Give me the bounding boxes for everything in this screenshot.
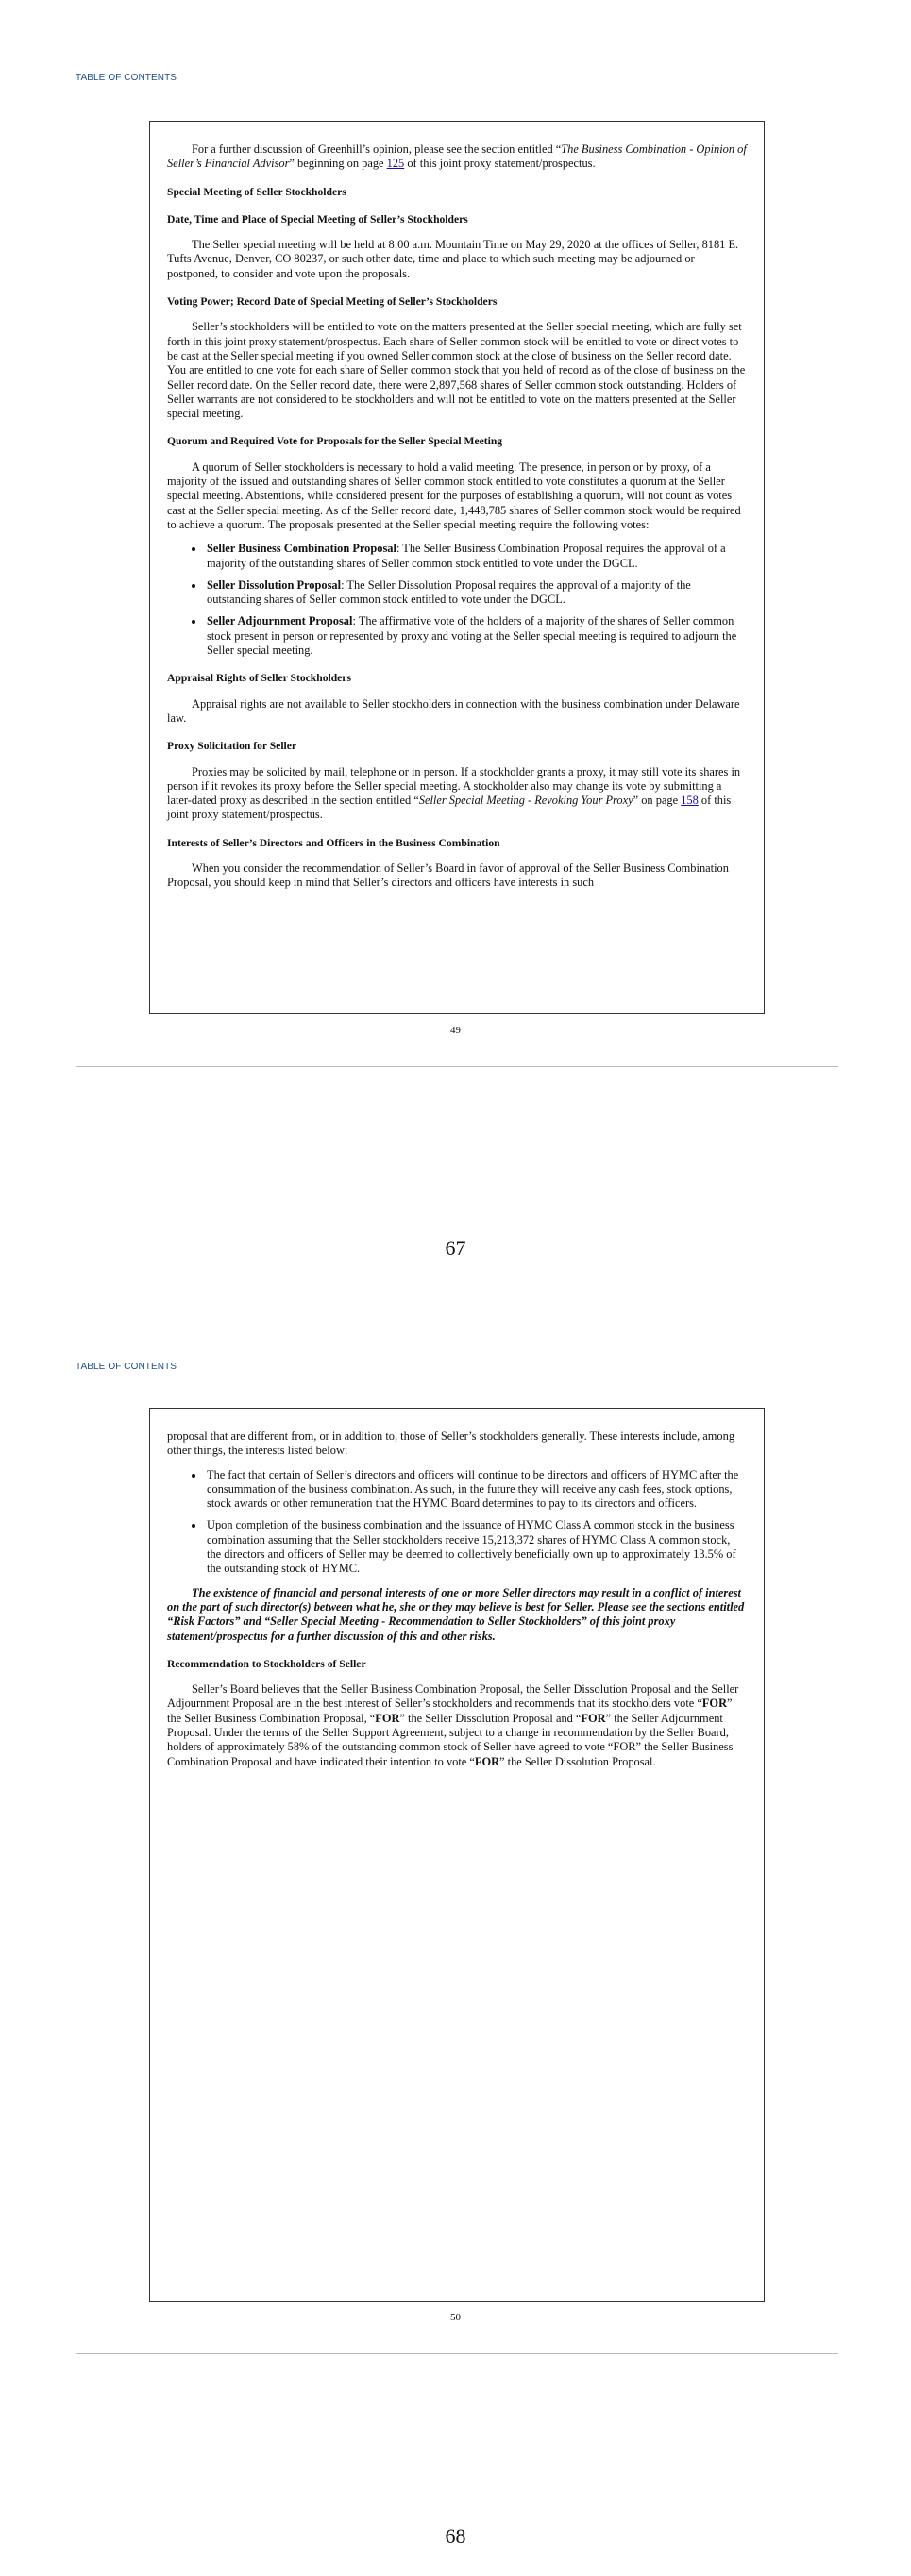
quorum-paragraph: A quorum of Seller stockholders is necessary to hold a valid meeting. The presence, in person or by proxy, of a majority of the issued and outstanding shares of Seller common stock entitled to vote constitutes a quorum at the Seller special meeting. Abstentions, while considered present for the purposes of establishing a quorum, will not count as votes cast at the Seller special meeting. As of the Seller record date, 1,448,785 shares of Seller common stock would be required to achieve a quorum. The proposals presented at the Seller special meeting require the following votes:: [167, 460, 741, 531]
required-votes-list: [167, 542, 747, 658]
table-of-contents-link[interactable]: TABLE OF CONTENTS: [76, 1362, 177, 1372]
recommendation-paragraph: Seller’s Board believes that the Seller Business Combination Proposal, the Seller Dissolution Proposal and the Seller Adjournment Proposal are in the best interest of Seller’s stockholders and recommends that its stockholders vote “FOR” the Seller Business Combination Proposal, “FOR” the Seller Dissolution Proposal and “FOR” the Seller Adjournment Proposal. Under the terms of the Seller Support Agreement, subject to a change in recommendation by the Seller Board, holders of approximately 58% of the outstanding common stock of Seller have agreed to vote “FOR” the Seller Business Combination Proposal and have indicated their intention to vote “FOR” the Seller Dissolution Proposal.: [167, 1682, 739, 1768]
page-50-content: [149, 1408, 765, 2302]
interests-continued-paragraph: proposal that are different from, or in addition to, those of Seller’s stockholders generally. These interests include, among other things, the interests listed below:: [167, 1430, 735, 1458]
page-125-link[interactable]: 125: [386, 157, 405, 171]
page-49-content: [149, 121, 765, 1014]
interests-paragraph: When you consider the recommendation of Seller’s Board in favor of approval of the Seller Business Combination Proposal, you should keep in mind that Seller’s directors and officers have interests in such: [167, 861, 729, 890]
appraisal-paragraph: Appraisal rights are not available to Seller stockholders in connection with the business combination under Delaware law.: [167, 696, 740, 725]
page-divider: [76, 1066, 838, 1067]
list-item: • Seller Dissolution Proposal: The Seller Dissolution Proposal requires the approval of a majority of the outstanding shares of Seller common stock entitled to vote under the DGCL.: [205, 578, 747, 608]
greenhill-opinion-paragraph: For a further discussion of Greenhill’s opinion, please see the section entitled “The Business Combination - Opinion of Seller’s Financial Advisor” beginning on page 125 of this joint proxy statement/prospectus.: [167, 142, 747, 171]
heading-proxy-solicitation: Proxy Solicitation for Seller: [167, 740, 297, 753]
page-divider: [76, 2353, 838, 2354]
date-paragraph: The Seller special meeting will be held at 8:00 a.m. Mountain Time on May 29, 2020 at the offices of Seller, 8181 E. Tufts Avenue, Denver, CO 80237, or such other date, time and place to which such meeting may be adjourned or postponed, to consider and vote upon the proposals.: [167, 238, 739, 280]
interests-list: [167, 1468, 747, 1577]
page-number: 49: [450, 1025, 461, 1036]
conflict-of-interest-paragraph: The existence of financial and personal interests of one or more Seller directors may result in a conflict of interest on the part of such director(s) between what he, she or they may believe is best for Seller. Please see the sections entitled “Risk Factors” and “Seller Special Meeting - Recommendation to Seller Stockholders” of this joint proxy statement/prospectus for a further discussion of this and other risks.: [167, 1585, 745, 1643]
voting-paragraph: Seller’s stockholders will be entitled to vote on the matters presented at the Seller special meeting, which are fully set forth in this joint proxy statement/prospectus. Each share of Seller common stock will be entitled to vote or direct votes to be cast at the Seller special meeting if you owned Seller common stock at the close of business on the Seller record date. You are entitled to one vote for each share of Seller common stock that you held of record as of the close of business on the Seller record date. On the Seller record date, there were 2,897,568 shares of Seller common stock outstanding. Holders of Seller warrants are not considered to be stockholders and will not be entitled to vote on the matters presented at the Seller special meeting.: [167, 320, 746, 421]
list-item: • Seller Business Combination Proposal: The Seller Business Combination Proposal requires the approval of a majority of the outstanding shares of Seller common stock entitled to vote under the DGCL.: [205, 542, 747, 571]
list-item: • The fact that certain of Seller’s directors and officers will continue to be directors and officers of HYMC after the consummation of the business combination. As such, in the future they will receive any cash fees, stock options, stock awards or other remuneration that the HYMC Board determines to pay to its directors and officers.: [205, 1468, 747, 1512]
page-number: 50: [450, 2312, 461, 2323]
document-page-number: 68: [445, 2524, 466, 2548]
heading-voting-power: Voting Power; Record Date of Special Meeting of Seller’s Stockholders: [167, 295, 498, 309]
heading-special-meeting: Special Meeting of Seller Stockholders: [167, 185, 346, 198]
proxy-paragraph: Proxies may be solicited by mail, telephone or in person. If a stockholder grants a proxy, it may still vote its shares in person if it revokes its proxy before the Seller special meeting. A stockholder also may change its vote by submitting a later-dated proxy as described in the section entitled “Seller Special Meeting - Revoking Your Proxy” on page 158 of this joint proxy statement/prospectus.: [167, 764, 741, 822]
document-page-number: 67: [445, 1236, 466, 1260]
heading-appraisal-rights: Appraisal Rights of Seller Stockholders: [167, 672, 351, 685]
heading-quorum: Quorum and Required Vote for Proposals for the Seller Special Meeting: [167, 435, 503, 448]
list-item: • Seller Adjournment Proposal: The affirmative vote of the holders of a majority of the shares of Seller common stock present in person or represented by proxy and voting at the Seller special meeting is required to adjourn the Seller special meeting.: [205, 614, 747, 658]
table-of-contents-link[interactable]: TABLE OF CONTENTS: [76, 73, 177, 83]
list-item: • Upon completion of the business combination and the issuance of HYMC Class A common stock in the business combination assuming that the Seller stockholders receive 15,213,372 shares of HYMC Class A common stock, the directors and officers of Seller may be deemed to collectively beneficially own up to approximately 13.5% of the outstanding stock of HYMC.: [205, 1518, 747, 1576]
heading-recommendation: Recommendation to Stockholders of Seller: [167, 1657, 366, 1670]
heading-interests: Interests of Seller’s Directors and Officers in the Business Combination: [167, 836, 500, 849]
heading-date-time-place: Date, Time and Place of Special Meeting of Seller’s Stockholders: [167, 212, 468, 226]
page-158-link[interactable]: 158: [681, 794, 699, 808]
